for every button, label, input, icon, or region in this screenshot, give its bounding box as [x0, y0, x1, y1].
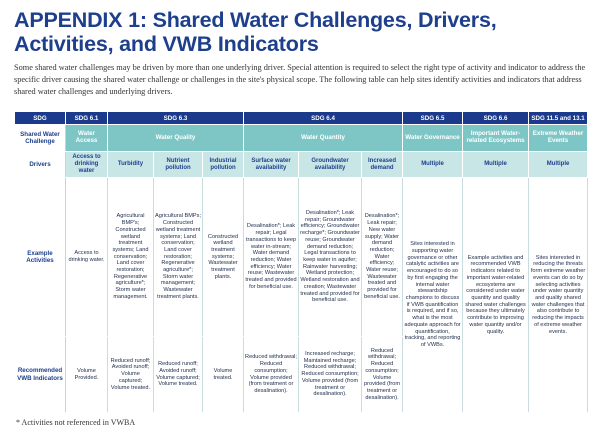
driver-cell: Increased demand [362, 152, 403, 178]
challenge-cell: Water Access [66, 125, 108, 152]
driver-cell: Groundwater availability [299, 152, 362, 178]
challenge-cell: Important Water-related Ecosystems [463, 125, 529, 152]
activities-row [15, 178, 588, 337]
challenge-cell: Water Quantity [244, 125, 403, 152]
sdg-header: SDG 6.4 [244, 112, 403, 125]
sdg-header: SDG 6.5 [403, 112, 463, 125]
driver-cell: Nutrient pollution [154, 152, 203, 178]
sdg-header: SDG 6.1 [66, 112, 108, 125]
driver-cell: Multiple [463, 152, 529, 178]
activity-cell: Constructed wetland treatment systems; Wastewater treatment plants. [203, 178, 244, 337]
page-title: APPENDIX 1: Shared Water Challenges, Drivers, Activities, and VWB Indicators [14, 8, 497, 56]
indicator-cell: Reduced runoff; Avoided runoff; Volume captured; Volume treated. [154, 337, 203, 413]
activity-cell: Agricultural BMPs; Constructed wetland treatment systems; Land conservation; Land cover restoration; Regenerative agriculture*; Storm water management; Wastewater treatment plants. [154, 178, 203, 337]
driver-cell: Multiple [529, 152, 588, 178]
indicator-cell: Reduced withdrawal; Reduced consumption; Volume provided (from treatment or desalination). [244, 337, 299, 413]
activity-cell: Example activities and recommended VWB indicators related to important water-related ecosystems are considered under water quantity and quality shared water challenges because they ultimately contribute to improving water quantity and/or quality. [463, 178, 529, 413]
row-label-challenge: Shared Water Challenge [15, 125, 66, 152]
driver-cell: Turbidity [108, 152, 154, 178]
sdg-header: SDG 11.5 and 13.1 [529, 112, 588, 125]
indicator-cell: Volume treated. [203, 337, 244, 413]
driver-cell: Multiple [403, 152, 463, 178]
sdg-header: SDG [15, 112, 66, 125]
indicator-cell: Volume Provided. [66, 337, 108, 413]
row-label-activities: Example Activities [15, 178, 66, 337]
activity-cell: Agricultural BMP's; Constructed wetland treatment systems; Land conservation; Land cover restoration; Regenerative agriculture*; Storm water management. [108, 178, 154, 337]
activity-cell: Desalination*; Leak repair; Groundwater efficiency; Groundwater recharge*; Groundwater reuse; Groundwater demand reduction; Legal transactions to keep water in aquifer; Rainwater harvesting; Wetland protection; Wetland restoration and creation; Wastewater treated and provided for beneficial use. [299, 178, 362, 337]
intro-paragraph: Some shared water challenges may be driven by more than one underlying driver. Special attention is required to select the right type of activity and indicator to address the specific driver causing the shared water challenge or challenges in the site's physical scope. The following table can help sites identify activities and indicators that address shared water challenges and underlying drivers. [14, 63, 586, 97]
challenge-cell: Extreme Weather Events [529, 125, 588, 152]
activity-cell: Access to drinking water. [66, 178, 108, 337]
driver-cell: Surface water availability [244, 152, 299, 178]
row-label-drivers: Drivers [15, 152, 66, 178]
indicator-cell: Increased recharge; Maintained recharge; Reduced withdrawal; Reduced consumption; Volume provided (from treatment or desalination). [299, 337, 362, 413]
appendix-table [14, 111, 588, 413]
row-label-indicators: Recommended VWB Indicators [15, 337, 66, 413]
sdg-header: SDG 6.6 [463, 112, 529, 125]
activity-cell: Sites interested in supporting water governance or other catalytic activities are encouraged to do so by first engaging the internal water stewardship champions to discuss if VWB quantification is required, and if so, what is the most adequate approach for quantification, tracking, and reporting of VWBs. [403, 178, 463, 413]
activity-cell: Desalination*; Leak repair; New water supply; Water demand reduction; Water efficiency; Water reuse; Wastewater treated and provided for beneficial use. [362, 178, 403, 337]
challenge-row [15, 125, 588, 152]
driver-cell: Access to drinking water [66, 152, 108, 178]
sdg-header: SDG 6.3 [108, 112, 244, 125]
driver-cell: Industrial pollution [203, 152, 244, 178]
challenge-cell: Water Governance [403, 125, 463, 152]
indicator-cell: Reduced withdrawal; Reduced consumption; Volume provided (from treatment or desalination). [362, 337, 403, 413]
footnote: * Activities not referenced in VWBA [16, 418, 136, 427]
drivers-row [15, 152, 588, 178]
challenge-cell: Water Quality [108, 125, 244, 152]
activity-cell: Desalination*; Leak repair; Legal transactions to keep water in-stream; Water demand reduction; Water efficiency; Water reuse; Wastewater treated and provided for beneficial use. [244, 178, 299, 337]
sdg-header-row [15, 112, 588, 125]
indicator-cell: Reduced runoff; Avoided runoff; Volume captured; Volume treated. [108, 337, 154, 413]
activity-cell: Sites interested in reducing the threats form extreme weather events can do so by selecting activities under water quantity and quality shared water challenges that also contribute to reducing the impacts of extreme weather events. [529, 178, 588, 413]
